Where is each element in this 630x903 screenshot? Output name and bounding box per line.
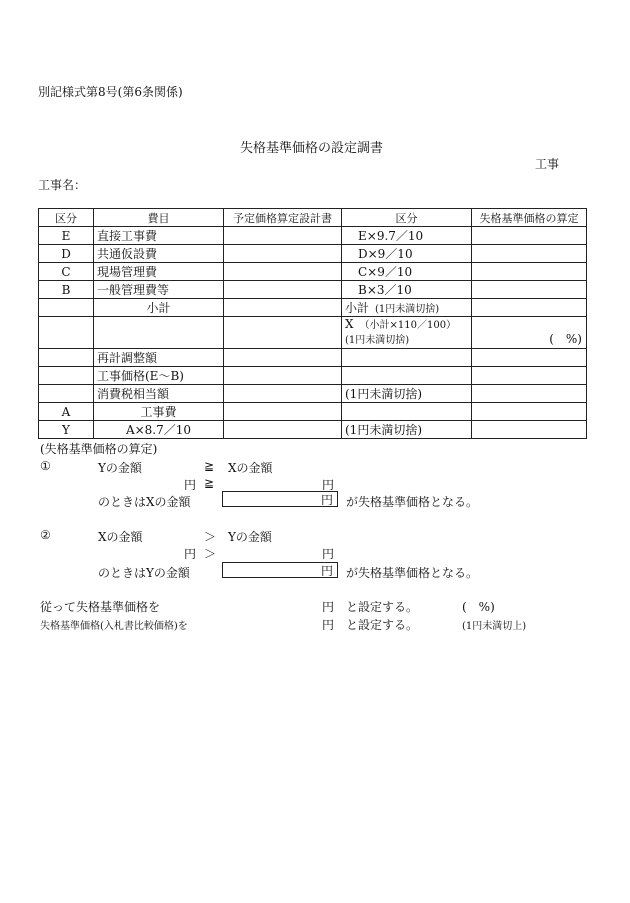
footer-line1-note: ( %): [462, 600, 495, 614]
case2-operator: ＞: [204, 530, 217, 544]
table-row: [39, 263, 587, 281]
x-row: [39, 317, 587, 349]
row-item: 直接工事費: [94, 227, 224, 245]
case2-yen-right: 円: [322, 547, 335, 561]
page-title: 失格基準価格の設定調書: [240, 141, 384, 156]
construction-price-row: [39, 367, 587, 385]
price-table: [38, 208, 587, 439]
header-calc: 失格基準価格の算定: [472, 209, 587, 227]
row-item: 一般管理費等: [94, 281, 224, 299]
tax-row: [39, 385, 587, 403]
row-code: D: [39, 245, 94, 263]
case1-box-unit: 円: [320, 493, 333, 507]
case1-number: ①: [40, 459, 51, 473]
readjust-calc[interactable]: [472, 349, 587, 367]
a-code: A: [39, 403, 94, 421]
subtotal-division: [342, 299, 472, 317]
y-row: [39, 421, 587, 439]
case2-number: ②: [40, 528, 51, 542]
row-calc[interactable]: [472, 281, 587, 299]
readjust-row: [39, 349, 587, 367]
project-name-label: 工事名：: [38, 178, 87, 192]
row-item: 現場管理費: [94, 263, 224, 281]
row-division: C×9／10: [342, 263, 472, 281]
y-division: (1円未満切捨): [342, 421, 472, 439]
case2-when: のときはYの金額: [98, 566, 190, 580]
case1-operator: ≧: [204, 459, 215, 473]
row-code: B: [39, 281, 94, 299]
x-percent: ( %): [549, 332, 582, 346]
case1-left: Yの金額: [98, 461, 142, 475]
construction-price-estimate[interactable]: [224, 367, 342, 385]
footer-line2-text: と設定する。: [346, 618, 419, 632]
construction-price-label: 工事価格(E〜B): [94, 367, 224, 385]
table-header-row: [39, 209, 587, 227]
row-estimate[interactable]: [224, 227, 342, 245]
project-suffix: 工事: [535, 157, 560, 171]
footer-line1-label: 従って失格基準価格を: [40, 600, 161, 614]
footer-line2-unit: 円: [322, 618, 335, 632]
y-estimate[interactable]: [224, 421, 342, 439]
tax-estimate[interactable]: [224, 385, 342, 403]
construction-price-division: [342, 367, 472, 385]
case2-left: Xの金額: [98, 530, 143, 544]
row-calc[interactable]: [472, 227, 587, 245]
a-calc[interactable]: [472, 403, 587, 421]
a-estimate[interactable]: [224, 403, 342, 421]
construction-price-code: [39, 367, 94, 385]
x-code: [39, 317, 94, 349]
readjust-label: 再計調整額: [94, 349, 224, 367]
case1-yen-left: 円: [184, 478, 197, 492]
header-division: 区分: [342, 209, 472, 227]
table-row: [39, 281, 587, 299]
case1-operator-2: ≧: [204, 476, 215, 490]
readjust-code: [39, 349, 94, 367]
x-item: [94, 317, 224, 349]
case2-box-unit: 円: [320, 564, 333, 578]
footer-line2-label: 失格基準価格(入札書比較価格)を: [40, 621, 188, 632]
construction-price-calc[interactable]: [472, 367, 587, 385]
readjust-division: [342, 349, 472, 367]
x-formula: （小計×110／100）: [359, 320, 457, 331]
y-code: Y: [39, 421, 94, 439]
y-label: A×8.7／10: [94, 421, 224, 439]
case2-result: が失格基準価格となる。: [346, 566, 479, 580]
case2-right: Yの金額: [228, 530, 272, 544]
case1-right: Xの金額: [228, 461, 273, 475]
case1-amount-box[interactable]: [222, 491, 338, 507]
y-calc[interactable]: [472, 421, 587, 439]
case1-when: のときはXの金額: [98, 495, 191, 509]
footer-line2-note: (1円未満切上): [462, 621, 527, 632]
header-code: 区分: [39, 209, 94, 227]
header-estimate: 予定価格算定設計書: [224, 209, 342, 227]
x-label: X: [345, 317, 354, 331]
tax-calc[interactable]: [472, 385, 587, 403]
x-calc[interactable]: [472, 317, 587, 349]
calc-heading: (失格基準価格の算定): [40, 442, 158, 456]
footer-line1-text: と設定する。: [346, 600, 419, 614]
row-estimate[interactable]: [224, 263, 342, 281]
row-calc[interactable]: [472, 245, 587, 263]
row-division: E×9.7／10: [342, 227, 472, 245]
table-row: [39, 245, 587, 263]
a-division: [342, 403, 472, 421]
row-division: D×9／10: [342, 245, 472, 263]
subtotal-row: [39, 299, 587, 317]
x-estimate[interactable]: [224, 317, 342, 349]
a-label: 工事費: [94, 403, 224, 421]
row-code: C: [39, 263, 94, 281]
footer-line1-unit: 円: [322, 600, 335, 614]
x-rounding-note: (1円未満切捨): [345, 335, 410, 346]
tax-label: 消費税相当額: [94, 385, 224, 403]
tax-division: (1円未満切捨): [342, 385, 472, 403]
header-item: 費目: [94, 209, 224, 227]
subtotal-label: 小計: [94, 299, 224, 317]
x-division: [342, 317, 472, 349]
row-estimate[interactable]: [224, 281, 342, 299]
row-calc[interactable]: [472, 263, 587, 281]
row-division: B×3／10: [342, 281, 472, 299]
row-estimate[interactable]: [224, 245, 342, 263]
case2-operator-2: ＞: [204, 547, 217, 561]
subtotal-division-label: 小計: [345, 301, 370, 315]
subtotal-calc[interactable]: [472, 299, 587, 317]
row-item: 共通仮設費: [94, 245, 224, 263]
subtotal-estimate[interactable]: [224, 299, 342, 317]
form-reference: 別記様式第8号(第6条関係): [38, 85, 183, 99]
case1-yen-right: 円: [322, 478, 335, 492]
table-row: [39, 227, 587, 245]
case2-yen-left: 円: [184, 547, 197, 561]
a-row: [39, 403, 587, 421]
readjust-estimate[interactable]: [224, 349, 342, 367]
case2-amount-box[interactable]: [222, 562, 338, 578]
case1-result: が失格基準価格となる。: [346, 495, 479, 509]
subtotal-division-note: (1円未満切捨): [375, 304, 440, 315]
row-code: E: [39, 227, 94, 245]
subtotal-code: [39, 299, 94, 317]
tax-code: [39, 385, 94, 403]
